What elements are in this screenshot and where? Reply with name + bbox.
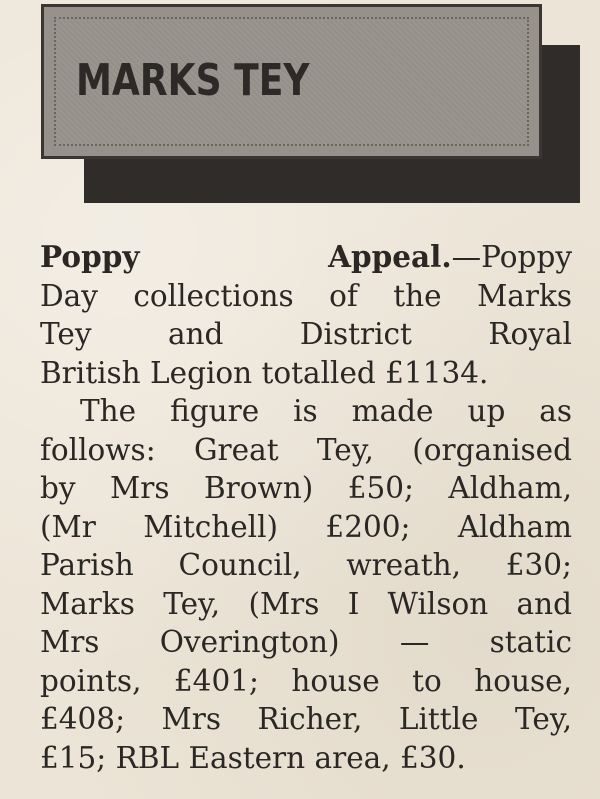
article-line-2: Day collections of the Marks xyxy=(40,278,572,313)
article-line-8: (Mr Mitchell) £200; Aldham xyxy=(40,509,572,544)
article-line-6: follows: Great Tey, (organised xyxy=(40,432,572,467)
article-line-1 xyxy=(40,238,572,277)
article-line-14: £15; RBL Eastern area, £30. xyxy=(40,740,466,775)
article-line-1-text: —Poppy xyxy=(451,240,572,274)
article-line-10: Marks Tey, (Mrs I Wilson and xyxy=(40,586,572,621)
article-line-13: £408; Mrs Richer, Little Tey, xyxy=(40,702,572,736)
article-line-3: Tey and District Royal xyxy=(40,317,572,351)
article-line-11: Mrs Overington) — static xyxy=(40,625,572,659)
section-title: MARKS TEY xyxy=(76,55,310,106)
article-body xyxy=(40,238,572,777)
article-line-4: British Legion totalled £1134. xyxy=(40,355,489,390)
article-headline: Poppy Appeal. xyxy=(40,239,452,274)
article-paragraph-1 xyxy=(40,238,572,392)
article-line-12: points, £401; house to house, xyxy=(40,663,572,698)
article-line-7: by Mrs Brown) £50; Aldham, xyxy=(40,471,572,505)
article-paragraph-2 xyxy=(40,392,572,777)
article-line-9: Parish Council, wreath, £30; xyxy=(40,548,572,582)
article-line-5: The figure is made up as xyxy=(80,394,572,428)
section-banner xyxy=(41,4,542,159)
